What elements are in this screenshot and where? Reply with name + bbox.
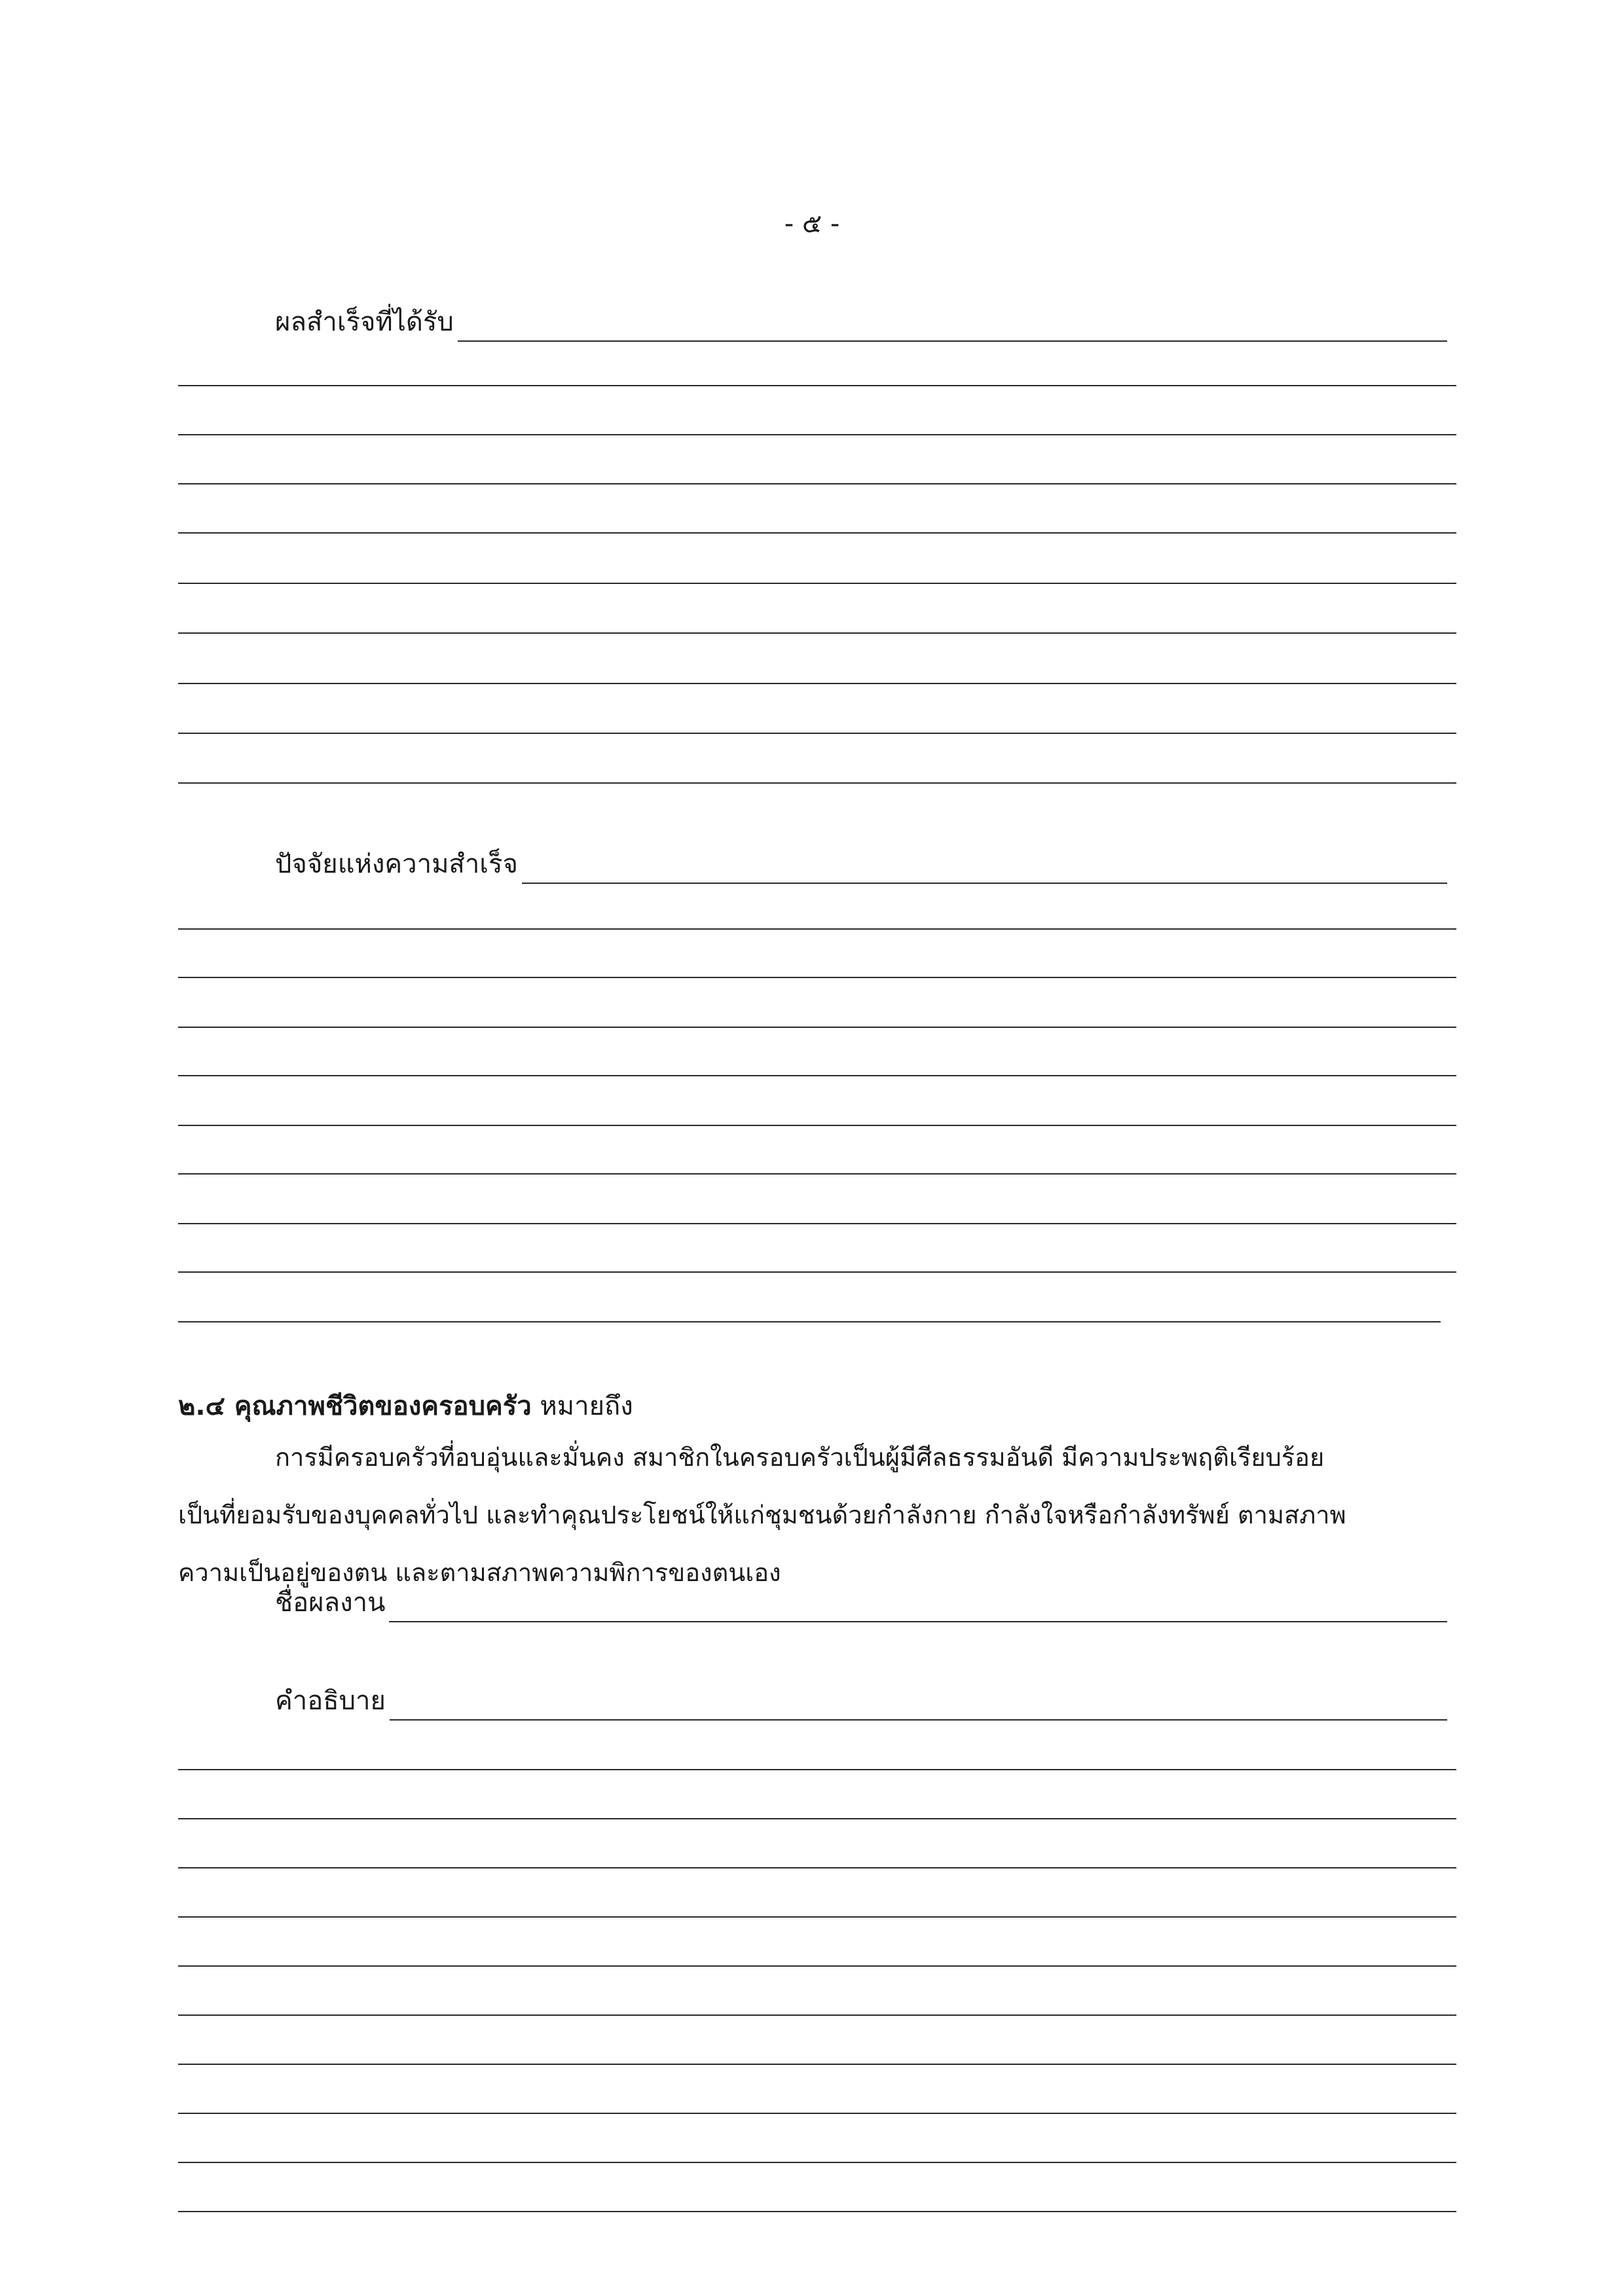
blank-line[interactable] <box>178 1027 1456 1028</box>
blank-line[interactable] <box>178 733 1456 734</box>
section-heading <box>178 1387 633 1426</box>
section-title: ๒.๔ คุณภาพชีวิตของครอบครัว <box>178 1391 532 1421</box>
blank-line[interactable] <box>178 1271 1456 1273</box>
blank-line[interactable] <box>178 1321 1441 1322</box>
description-input-line[interactable] <box>390 1690 1447 1721</box>
success-factors-label: ปัจจัยแห่งความสำเร็จ <box>275 849 518 879</box>
blank-line[interactable] <box>178 483 1456 484</box>
blank-line[interactable] <box>178 385 1456 386</box>
paragraph-line: ความเป็นอยู่ของตน และตามสภาพความพิการของตนเอง <box>178 1558 781 1587</box>
work-name-label: ชื่อผลงาน <box>275 1588 386 1618</box>
blank-line[interactable] <box>178 1965 1456 1967</box>
work-name-input-line[interactable] <box>389 1592 1447 1622</box>
blank-line[interactable] <box>178 1916 1456 1918</box>
blank-line[interactable] <box>178 2113 1456 2114</box>
section-paragraph <box>178 1429 1449 1601</box>
blank-line[interactable] <box>178 2064 1456 2065</box>
description-label: คำอธิบาย <box>275 1686 386 1716</box>
blank-line[interactable] <box>178 977 1456 978</box>
blank-line[interactable] <box>178 532 1456 534</box>
blank-line[interactable] <box>178 2211 1456 2212</box>
achievement-field[interactable] <box>275 302 1447 342</box>
blank-line[interactable] <box>178 928 1456 930</box>
blank-line[interactable] <box>178 1173 1456 1175</box>
blank-line[interactable] <box>178 2014 1456 2016</box>
blank-line[interactable] <box>178 1769 1456 1770</box>
blank-line[interactable] <box>178 2162 1456 2163</box>
success-factors-field[interactable] <box>275 845 1447 884</box>
success-factors-input-line[interactable] <box>522 854 1447 884</box>
blank-line[interactable] <box>178 683 1456 684</box>
paragraph-line: การมีครอบครัวที่อบอุ่นและมั่นคง สมาชิกในครอบครัวเป็นผู้มีศีลธรรมอันดี มีความประพฤติเรียบร้อย <box>275 1443 1325 1472</box>
blank-line[interactable] <box>178 782 1456 784</box>
blank-line[interactable] <box>178 1075 1456 1076</box>
blank-line[interactable] <box>178 583 1456 584</box>
blank-line[interactable] <box>178 434 1456 435</box>
achievement-input-line[interactable] <box>458 312 1447 342</box>
section-title-suffix: หมายถึง <box>540 1391 633 1421</box>
achievement-label: ผลสำเร็จที่ได้รับ <box>275 307 454 337</box>
blank-line[interactable] <box>178 1867 1456 1868</box>
blank-line[interactable] <box>178 632 1456 634</box>
blank-line[interactable] <box>178 1818 1456 1819</box>
description-field[interactable] <box>275 1681 1447 1721</box>
paragraph-line: เป็นที่ยอมรับของบุคคลทั่วไป และทำคุณประโยชน์ให้แก่ชุมชนด้วยกำลังกาย กำลังใจหรือกำลังทรัพย์ ตามสภาพ <box>178 1501 1346 1529</box>
blank-line[interactable] <box>178 1223 1456 1224</box>
blank-line[interactable] <box>178 1125 1456 1126</box>
work-name-field[interactable] <box>275 1583 1447 1622</box>
page-number: - ๕ - <box>784 209 840 239</box>
